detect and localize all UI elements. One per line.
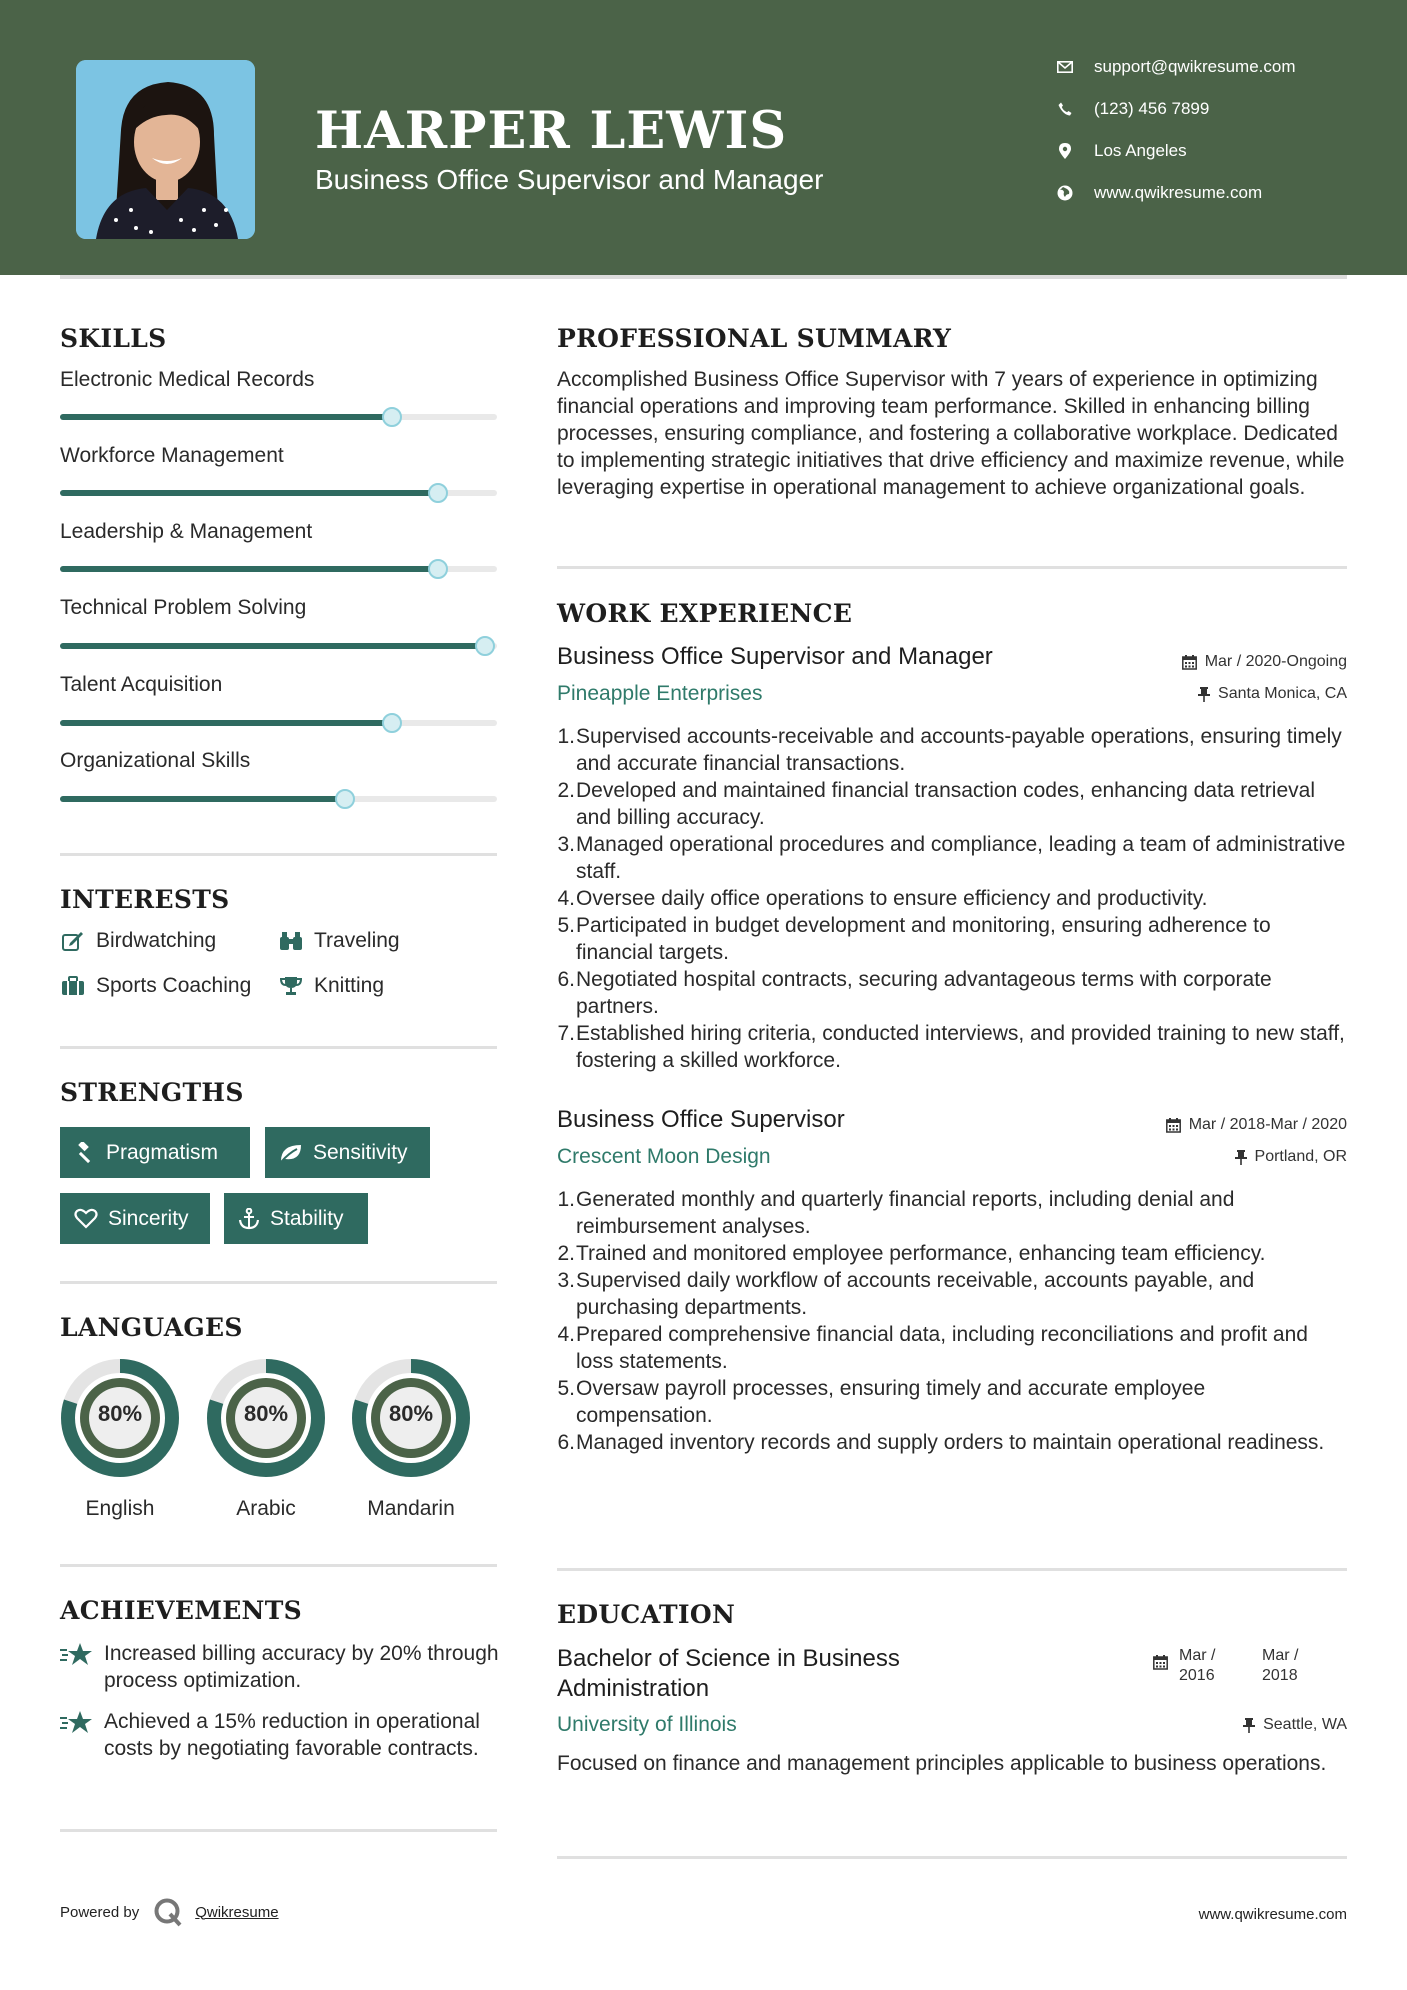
job-location-text: Portland, OR: [1254, 1148, 1347, 1165]
bullet-item: 5. Oversaw payroll processes, ensuring timely and accurate employee compensation.: [557, 1375, 1347, 1429]
footer-powered-by: [60, 1897, 279, 1927]
calendar-icon: [1153, 1655, 1168, 1674]
bullet-text: Participated in budget development and monitoring, ensuring adherence to financial targets.: [576, 914, 1271, 964]
language-percent: 80%: [388, 1401, 434, 1426]
skill-bar-fill: [60, 414, 392, 420]
summary-text: Accomplished Business Office Supervisor with 7 years of experience in optimizing financial operations and improving team performance. Skilled in enhancing billing processes, ensuring compliance, and fostering a collaborative workplace. Dedicated to implementing strategic initiatives that drive efficiency and maximize revenue, while leveraging expertise in operational management to achieve organizational goals.: [557, 368, 1345, 499]
experience-heading: WORK EXPERIENCE: [557, 599, 853, 628]
map-pin-icon: [1050, 143, 1080, 159]
skill-bar-knob: [335, 789, 355, 809]
skill-label: Electronic Medical Records: [60, 368, 315, 391]
calendar-icon: [1182, 655, 1197, 670]
bullet-text: Developed and maintained financial transaction codes, enhancing data retrieval and billing accuracy.: [576, 779, 1315, 829]
skill-label: Workforce Management: [60, 444, 284, 467]
section-divider: [60, 1281, 497, 1284]
bullet-text: Oversee daily office operations to ensure efficiency and productivity.: [576, 887, 1208, 910]
achievement-item: [60, 1640, 500, 1694]
bullet-item: 4. Prepared comprehensive financial data, including reconciliations and profit and loss statements.: [557, 1321, 1347, 1375]
bullet-text: Managed operational procedures and compliance, leading a team of administrative staff.: [576, 833, 1346, 883]
bullet-item: 1. Generated monthly and quarterly financial reports, including denial and reimbursement analyses.: [557, 1186, 1347, 1240]
achievement-item: [60, 1708, 500, 1762]
job-dates: [1166, 1116, 1347, 1134]
interest-label: Sports Coaching: [96, 974, 252, 997]
bullet-item: 4. Oversee daily office operations to ensure efficiency and productivity.: [557, 887, 1208, 910]
strength-badge: [224, 1193, 368, 1244]
contact-website[interactable]: [1050, 183, 1370, 203]
skill-bar-knob: [428, 483, 448, 503]
bullet-item: 5. Participated in budget development and monitoring, ensuring adherence to financial targets.: [557, 912, 1347, 966]
language-name: Arabic: [236, 1497, 296, 1520]
bullet-item: 3. Managed operational procedures and compliance, leading a team of administrative staff.: [557, 833, 1346, 883]
section-divider: [557, 566, 1347, 569]
skill-bar-fill: [60, 643, 485, 649]
education-end-line-1: Mar /: [1262, 1647, 1299, 1664]
interest-item: [278, 974, 384, 998]
job-dates-text: Mar / 2018-Mar / 2020: [1188, 1116, 1347, 1133]
languages-heading: LANGUAGES: [60, 1313, 243, 1342]
education-location-text: Seattle, WA: [1263, 1716, 1347, 1733]
skill-bar: [60, 490, 497, 496]
star-badge-icon: [60, 1708, 94, 1762]
bullet-item: 2. Trained and monitored employee performance, enhancing team efficiency.: [557, 1242, 1266, 1265]
strength-label: Sincerity: [108, 1206, 189, 1230]
skill-bar: [60, 720, 497, 726]
job-title: Business Office Supervisor: [557, 1106, 845, 1133]
gavel-icon: [74, 1142, 96, 1164]
contact-location: [1050, 141, 1370, 161]
skill-bar-knob: [428, 559, 448, 579]
resume-header: [0, 0, 1407, 275]
language-percent: 80%: [97, 1401, 143, 1426]
job-bullets: [557, 723, 1347, 1074]
bullet-text: Trained and monitored employee performance, enhancing team efficiency.: [576, 1242, 1266, 1265]
job-location-text: Santa Monica, CA: [1218, 685, 1347, 702]
contact-phone-text: (123) 456 7899: [1094, 99, 1210, 118]
skill-bar: [60, 414, 497, 420]
globe-icon: [1050, 185, 1080, 201]
calendar-icon: [1166, 1118, 1181, 1133]
summary-heading: PROFESSIONAL SUMMARY: [557, 324, 952, 353]
pushpin-icon: [1235, 1150, 1247, 1165]
bullet-item: 7. Established hiring criteria, conducted interviews, and provided training to new staff, fostering a skilled workforce.: [557, 1020, 1347, 1074]
contact-location-text: Los Angeles: [1094, 141, 1187, 160]
star-badge-icon: [60, 1640, 94, 1694]
skill-bar: [60, 566, 497, 572]
pushpin-icon: [1198, 687, 1210, 702]
bullet-text: Supervised daily workflow of accounts receivable, accounts payable, and purchasing departments.: [576, 1269, 1255, 1319]
contact-email-text: support@qwikresume.com: [1094, 57, 1296, 76]
section-divider: [60, 1564, 497, 1567]
education-start-line-2: 2016: [1179, 1667, 1215, 1684]
contact-email[interactable]: [1050, 57, 1370, 77]
bullet-text: Supervised accounts-receivable and accounts-payable operations, ensuring timely and accurate financial transactions.: [576, 725, 1342, 775]
candidate-title: Business Office Supervisor and Manager: [315, 164, 824, 195]
strength-badge: [265, 1127, 430, 1178]
skill-bar-fill: [60, 720, 392, 726]
job-location: [1235, 1148, 1347, 1166]
profile-photo: [76, 60, 255, 239]
education-heading: EDUCATION: [557, 1600, 736, 1629]
company-name: Crescent Moon Design: [557, 1145, 771, 1168]
bullet-text: Negotiated hospital contracts, securing advantageous terms with corporate partners.: [576, 968, 1272, 1018]
bullet-item: 6. Negotiated hospital contracts, securing advantageous terms with corporate partners.: [557, 966, 1347, 1020]
briefcase-icon: [60, 976, 86, 996]
language-name: Mandarin: [367, 1497, 455, 1520]
section-divider: [60, 1046, 497, 1049]
job-location: [1198, 685, 1347, 703]
powered-by-text: Powered by: [60, 1903, 140, 1921]
interest-label: Birdwatching: [96, 929, 217, 952]
education-start-date: [1179, 1646, 1215, 1686]
bullet-item: 6. Managed inventory records and supply orders to maintain operational readiness.: [557, 1431, 1325, 1454]
education-end-date: [1262, 1646, 1298, 1686]
achievement-text: Increased billing accuracy by 20% through process optimization.: [104, 1642, 499, 1692]
skill-bar-knob: [382, 407, 402, 427]
strength-badge: [60, 1193, 210, 1244]
achievements-heading: ACHIEVEMENTS: [60, 1596, 302, 1625]
qwikresume-link[interactable]: Qwikresume: [195, 1903, 279, 1921]
skill-bar-fill: [60, 490, 438, 496]
section-divider: [60, 1829, 497, 1832]
trophy-icon: [278, 976, 304, 996]
job-title: Business Office Supervisor and Manager: [557, 643, 993, 670]
language-percent: 80%: [243, 1401, 289, 1426]
interest-label: Knitting: [314, 974, 385, 997]
binoculars-icon: [278, 931, 304, 951]
section-divider: [557, 1568, 1347, 1571]
skill-label: Organizational Skills: [60, 749, 251, 772]
school-name: University of Illinois: [557, 1713, 737, 1736]
pushpin-icon: [1243, 1718, 1255, 1733]
bullet-item: 3. Supervised daily workflow of accounts receivable, accounts payable, and purchasing departments.: [557, 1267, 1347, 1321]
strength-label: Pragmatism: [106, 1140, 219, 1164]
education-start-line-1: Mar /: [1179, 1647, 1216, 1664]
skill-label: Talent Acquisition: [60, 673, 223, 696]
section-divider: [557, 1856, 1347, 1859]
skill-bar-fill: [60, 566, 438, 572]
qwikresume-logo-icon: [153, 1897, 183, 1927]
skills-heading: SKILLS: [60, 324, 167, 353]
company-name: Pineapple Enterprises: [557, 682, 763, 705]
bullet-text: Prepared comprehensive financial data, including reconciliations and profit and loss statements.: [576, 1323, 1308, 1373]
skill-bar: [60, 796, 497, 802]
language-name: English: [85, 1497, 155, 1520]
footer-website[interactable]: www.qwikresume.com: [1198, 1906, 1347, 1923]
skill-bar-knob: [382, 713, 402, 733]
envelope-icon: [1050, 61, 1080, 73]
bullet-text: Generated monthly and quarterly financial reports, including denial and reimbursement analyses.: [576, 1188, 1235, 1238]
degree-line-1: Bachelor of Science in Business: [557, 1645, 900, 1672]
strengths-heading: STRENGTHS: [60, 1078, 244, 1107]
interest-item: [60, 929, 216, 953]
degree-line-2: Administration: [557, 1675, 710, 1702]
skill-bar-knob: [475, 636, 495, 656]
section-divider: [60, 853, 497, 856]
contact-phone[interactable]: [1050, 99, 1370, 119]
header-divider: [60, 275, 1347, 279]
leaf-icon: [279, 1143, 303, 1163]
bullet-item: 1. Supervised accounts-receivable and accounts-payable operations, ensuring timely and accurate financial transactions.: [557, 723, 1347, 777]
achievement-text: Achieved a 15% reduction in operational costs by negotiating favorable contracts.: [104, 1710, 480, 1760]
phone-icon: [1050, 102, 1080, 116]
interest-item: [278, 929, 400, 953]
candidate-name: HARPER LEWIS: [315, 101, 788, 161]
pencil-square-icon: [60, 931, 86, 951]
strength-badge: [60, 1127, 250, 1178]
skill-bar: [60, 643, 497, 649]
skill-label: Leadership & Management: [60, 520, 313, 543]
bullet-item: 2. Developed and maintained financial transaction codes, enhancing data retrieval and billing accuracy.: [557, 777, 1347, 831]
bullet-text: Managed inventory records and supply orders to maintain operational readiness.: [576, 1431, 1325, 1454]
interest-label: Traveling: [314, 929, 400, 952]
heart-icon: [74, 1208, 98, 1229]
education-location: [1243, 1716, 1347, 1734]
bullet-text: Oversaw payroll processes, ensuring timely and accurate employee compensation.: [576, 1377, 1206, 1427]
interests-heading: INTERESTS: [60, 885, 230, 914]
education-description: Focused on finance and management principles applicable to business operations.: [557, 1752, 1327, 1775]
job-dates-text: Mar / 2020-Ongoing: [1204, 653, 1347, 670]
skill-label: Technical Problem Solving: [60, 596, 307, 619]
education-end-line-2: 2018: [1262, 1667, 1298, 1684]
contact-website-text: www.qwikresume.com: [1094, 183, 1263, 202]
anchor-icon: [238, 1208, 260, 1230]
strength-label: Sensitivity: [313, 1140, 408, 1164]
strength-label: Stability: [270, 1206, 344, 1230]
job-dates: [1182, 653, 1347, 671]
bullet-text: Established hiring criteria, conducted interviews, and provided training to new staff, fostering a skilled workforce.: [576, 1022, 1345, 1072]
skill-bar-fill: [60, 796, 345, 802]
job-bullets: [557, 1186, 1347, 1456]
interest-item: [60, 974, 251, 998]
